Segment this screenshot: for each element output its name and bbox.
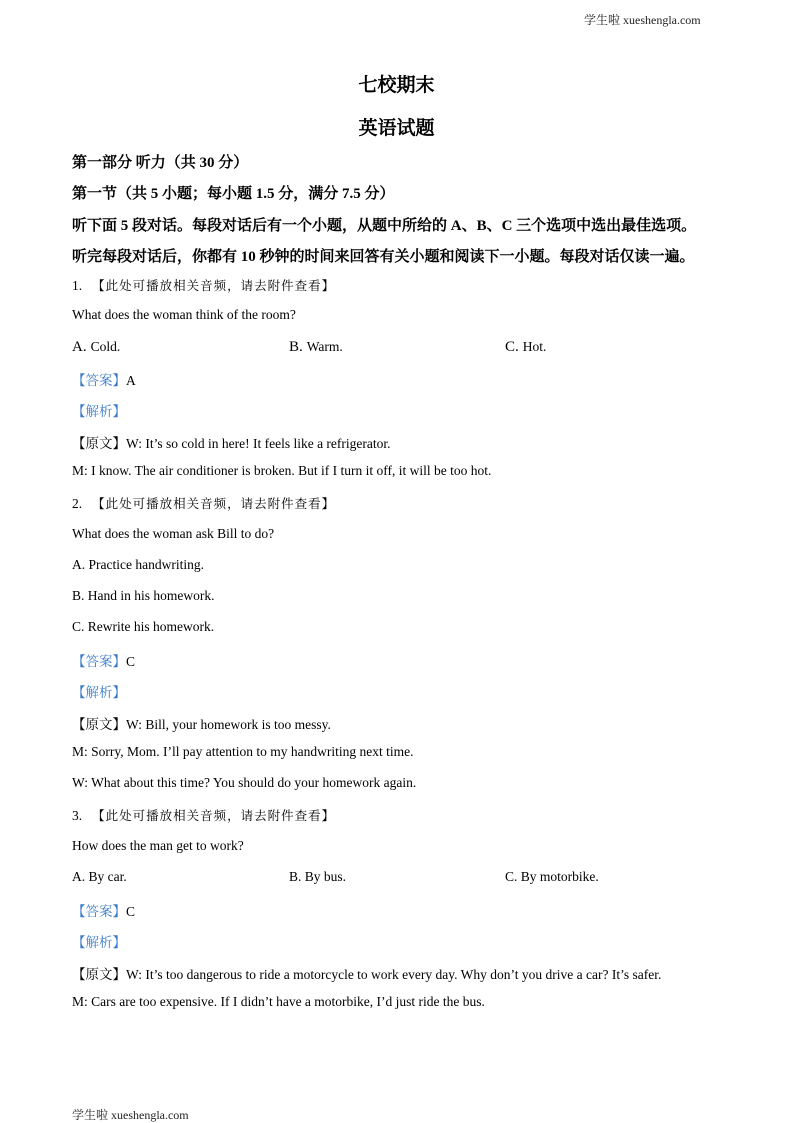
question-2-transcript-1 [72,713,331,733]
answer-label: 【答案】 [72,904,126,919]
question-number: 2. [72,496,83,511]
option-letter: B. [289,339,303,355]
question-3-option-a: A. By car. [72,869,127,884]
transcript-line: W: It’s too dangerous to ride a motorcycle to work every day. Why don’t you drive a car? It’s safer. [126,967,662,982]
section-heading: 第一节（共 5 小题；每小题 1.5 分，满分 7.5 分） [72,186,395,202]
question-3-header [72,806,335,825]
transcript-line: W: It’s so cold in here! It feels like a refrigerator. [126,436,391,451]
question-2-analysis-label: 【解析】 [72,685,126,700]
question-2-transcript-3: W: What about this time? You should do your homework again. [72,775,417,790]
question-1-header [72,276,335,295]
question-3-text: How does the man get to work? [72,838,244,853]
question-2-answer [72,650,135,670]
question-1-text: What does the woman think of the room? [72,307,296,322]
option-text: Cold. [90,339,121,354]
question-1-option-c [505,338,546,356]
original-label: 【原文】 [72,717,126,732]
question-number: 3. [72,808,83,823]
question-3-option-c: C. By motorbike. [505,869,599,884]
original-label: 【原文】 [72,436,126,451]
question-3-transcript-2: M: Cars are too expensive. If I didn’t have a motorbike, I’d just ride the bus. [72,994,485,1009]
instruction-line-2: 听完每段对话后，你都有 10 秒钟的时间来回答有关小题和阅读下一小题。每段对话仅读一遍。 [72,249,695,265]
page-subtitle: 英语试题 [358,118,435,139]
answer-label: 【答案】 [72,373,126,388]
question-1-option-b [289,338,343,356]
option-text: Hot. [522,339,547,354]
question-2-transcript-2: M: Sorry, Mom. I’ll pay attention to my handwriting next time. [72,744,414,759]
part-heading: 第一部分 听力（共 30 分） [72,155,249,171]
answer-value: C [126,904,136,919]
transcript-line: W: Bill, your homework is too messy. [126,717,331,732]
question-1-option-a [72,338,120,356]
answer-value: A [126,373,136,388]
answer-label: 【答案】 [72,654,126,669]
question-2-text: What does the woman ask Bill to do? [72,526,275,541]
question-2-option-a: A. Practice handwriting. [72,557,204,572]
question-1-analysis-label: 【解析】 [72,404,126,419]
question-1-transcript-1 [72,432,391,452]
question-1-answer [72,369,136,389]
question-1-transcript-2: M: I know. The air conditioner is broken. But if I turn it off, it will be too hot. [72,463,492,478]
footer-watermark: 学生啦 xueshengla.com [72,1108,189,1122]
audio-note: 【此处可播放相关音频，请去附件查看】 [92,279,336,293]
instruction-line-1: 听下面 5 段对话。每段对话后有一个小题，从题中所给的 A、B、C 三个选项中选出最佳选项。 [72,218,697,234]
option-text: Warm. [306,339,343,354]
question-3-option-b: B. By bus. [289,869,347,884]
page-title: 七校期末 [358,75,435,96]
option-letter: C. [505,339,519,355]
audio-note: 【此处可播放相关音频，请去附件查看】 [92,809,336,823]
question-2-option-c: C. Rewrite his homework. [72,619,215,634]
question-number: 1. [72,278,83,293]
header-watermark: 学生啦 xueshengla.com [584,13,701,27]
question-3-analysis-label: 【解析】 [72,935,126,950]
question-2-header [72,494,335,513]
question-3-transcript-1 [72,963,661,983]
question-2-option-b: B. Hand in his homework. [72,588,215,603]
answer-value: C [126,654,136,669]
question-3-answer [72,900,135,920]
option-letter: A. [72,339,87,355]
audio-note: 【此处可播放相关音频，请去附件查看】 [92,497,336,511]
original-label: 【原文】 [72,967,126,982]
